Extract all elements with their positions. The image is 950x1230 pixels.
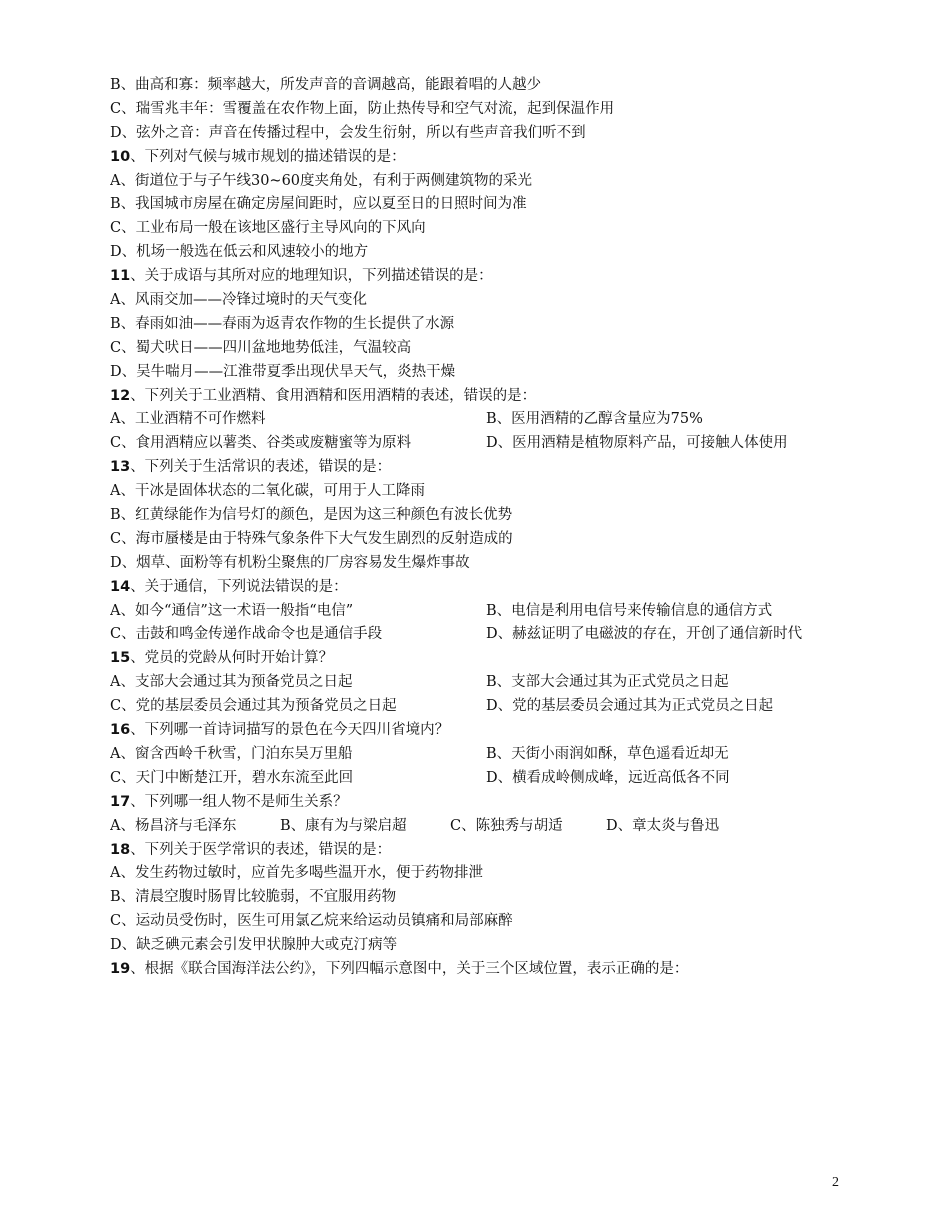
- q17-stem: [110, 791, 850, 815]
- q15-options-row-1: [110, 671, 850, 695]
- q18-option-b: B、清晨空腹时肠胃比较脆弱，不宜服用药物: [110, 889, 397, 906]
- q17-option-a: A、杨昌济与毛泽东: [110, 817, 237, 834]
- q16-option-a: A、窗含西岭千秋雪，门泊东吴万里船: [110, 745, 353, 762]
- q15-number: 15: [110, 650, 131, 667]
- q14-option-a: A、如今“通信”这一术语一般指“电信”: [110, 602, 354, 619]
- q12-option-b: B、医用酒精的乙醇含量应为75%: [486, 411, 703, 428]
- q14-options-row-1: [110, 600, 850, 624]
- q18-option-d: D、缺乏碘元素会引发甲状腺肿大或克汀病等: [110, 937, 398, 954]
- q12-stem: [110, 385, 850, 409]
- page-number: 2: [832, 1175, 839, 1190]
- q12-options-row-2: [110, 432, 850, 456]
- q15-options-row-2: [110, 695, 850, 719]
- q10-text: 、下列对气候与城市规划的描述错误的是：: [130, 148, 406, 165]
- q19-stem: [110, 958, 850, 982]
- q18-text: 、下列关于医学常识的表述，错误的是：: [130, 841, 392, 858]
- q13-option-c: C、海市蜃楼是由于特殊气象条件下大气发生剧烈的反射造成的: [110, 530, 513, 547]
- q17-number: 17: [110, 793, 131, 810]
- q12-options-row-1: [110, 408, 850, 432]
- q11-option-a: A、风雨交加——冷锋过境时的天气变化: [110, 292, 367, 309]
- q12-number: 12: [110, 387, 131, 404]
- q14-option-c: C、击鼓和鸣金传递作战命令也是通信手段: [110, 626, 383, 643]
- q15-text: 、党员的党龄从何时开始计算？: [130, 650, 334, 667]
- q16-stem: [110, 719, 850, 743]
- q14-options-row-2: [110, 623, 850, 647]
- q18-number: 18: [110, 841, 131, 858]
- q13-text: 、下列关于生活常识的表述，错误的是：: [130, 459, 392, 476]
- q14-stem: [110, 576, 850, 600]
- document-body: [110, 74, 850, 982]
- q12-option-d: D、医用酒精是植物原料产品，可接触人体使用: [486, 435, 788, 452]
- q16-text: 、下列哪一首诗词描写的景色在今天四川省境内？: [130, 722, 450, 739]
- q13-option-d: D、烟草、面粉等有机粉尘聚焦的厂房容易发生爆炸事故: [110, 554, 470, 571]
- q10-option-b: B、我国城市房屋在确定房屋间距时，应以夏至日的日照时间为准: [110, 196, 527, 213]
- q13-stem: [110, 456, 850, 480]
- q10-option-c: C、工业布局一般在该地区盛行主导风向的下风向: [110, 220, 426, 237]
- q15-option-b: B、支部大会通过其为正式党员之日起: [486, 674, 729, 691]
- q13-number: 13: [110, 459, 131, 476]
- q11-option-b: B、春雨如油——春雨为返青农作物的生长提供了水源: [110, 315, 455, 332]
- q9-option-d: D、弦外之音：声音在传播过程中，会发生衍射，所以有些声音我们听不到: [110, 124, 586, 141]
- q16-options-row-1: [110, 743, 850, 767]
- q18-option-c: C、运动员受伤时，医生可用氯乙烷来给运动员镇痛和局部麻醉: [110, 913, 513, 930]
- q14-option-d: D、赫兹证明了电磁波的存在，开创了通信新时代: [486, 626, 803, 643]
- q14-number: 14: [110, 578, 131, 595]
- q11-text: 、关于成语与其所对应的地理知识，下列描述错误的是：: [130, 268, 493, 285]
- q17-option-b: B、康有为与梁启超: [280, 817, 407, 834]
- q19-text: 、根据《联合国海洋法公约》，下列四幅示意图中，关于三个区域位置，表示正确的是：: [130, 960, 689, 977]
- q11-number: 11: [110, 268, 131, 285]
- q15-option-a: A、支部大会通过其为预备党员之日起: [110, 674, 353, 691]
- q13-option-a: A、干冰是固体状态的二氧化碳，可用于人工降雨: [110, 483, 425, 500]
- q11-option-d: D、吴牛喘月——江淮带夏季出现伏旱天气，炎热干燥: [110, 363, 456, 380]
- q9-option-b: B、曲高和寡：频率越大，所发声音的音调越高，能跟着唱的人越少: [110, 77, 542, 93]
- q16-option-b: B、天街小雨润如酥，草色遥看近却无: [486, 745, 729, 762]
- q14-option-b: B、电信是利用电信号来传输信息的通信方式: [486, 602, 773, 619]
- q18-stem: [110, 839, 850, 863]
- q18-option-a: A、发生药物过敏时，应首先多喝些温开水，便于药物排泄: [110, 865, 483, 882]
- q15-option-d: D、党的基层委员会通过其为正式党员之日起: [486, 698, 774, 715]
- q19-number: 19: [110, 960, 131, 977]
- q15-stem: [110, 647, 850, 671]
- q11-option-c: C、蜀犬吠日——四川盆地地势低洼，气温较高: [110, 339, 412, 356]
- q10-number: 10: [110, 148, 131, 165]
- q12-option-a: A、工业酒精不可作燃料: [110, 411, 266, 428]
- q16-options-row-2: [110, 767, 850, 791]
- q13-option-b: B、红黄绿能作为信号灯的颜色，是因为这三种颜色有波长优势: [110, 507, 513, 524]
- q17-text: 、下列哪一组人物不是师生关系？: [130, 793, 348, 810]
- q12-text: 、下列关于工业酒精、食用酒精和医用酒精的表述，错误的是：: [130, 387, 537, 404]
- q17-options-row: [110, 815, 850, 839]
- q16-number: 16: [110, 722, 131, 739]
- q16-option-c: C、天门中断楚江开，碧水东流至此回: [110, 769, 354, 786]
- q16-option-d: D、横看成岭侧成峰，远近高低各不同: [486, 769, 730, 786]
- q14-text: 、关于通信，下列说法错误的是：: [130, 578, 348, 595]
- q10-option-a: A、街道位于与子午线30~60度夹角处，有利于两侧建筑物的采光: [110, 172, 533, 189]
- q15-option-c: C、党的基层委员会通过其为预备党员之日起: [110, 698, 397, 715]
- q10-option-d: D、机场一般选在低云和风速较小的地方: [110, 244, 369, 261]
- q17-option-c: C、陈独秀与胡适: [450, 817, 563, 834]
- q10-stem: [110, 146, 850, 170]
- q9-option-c: C、瑞雪兆丰年：雪覆盖在农作物上面，防止热传导和空气对流，起到保温作用: [110, 100, 615, 117]
- q11-stem: [110, 265, 850, 289]
- q12-option-c: C、食用酒精应以薯类、谷类或废糖蜜等为原料: [110, 435, 412, 452]
- q17-option-d: D、章太炎与鲁迅: [606, 817, 720, 834]
